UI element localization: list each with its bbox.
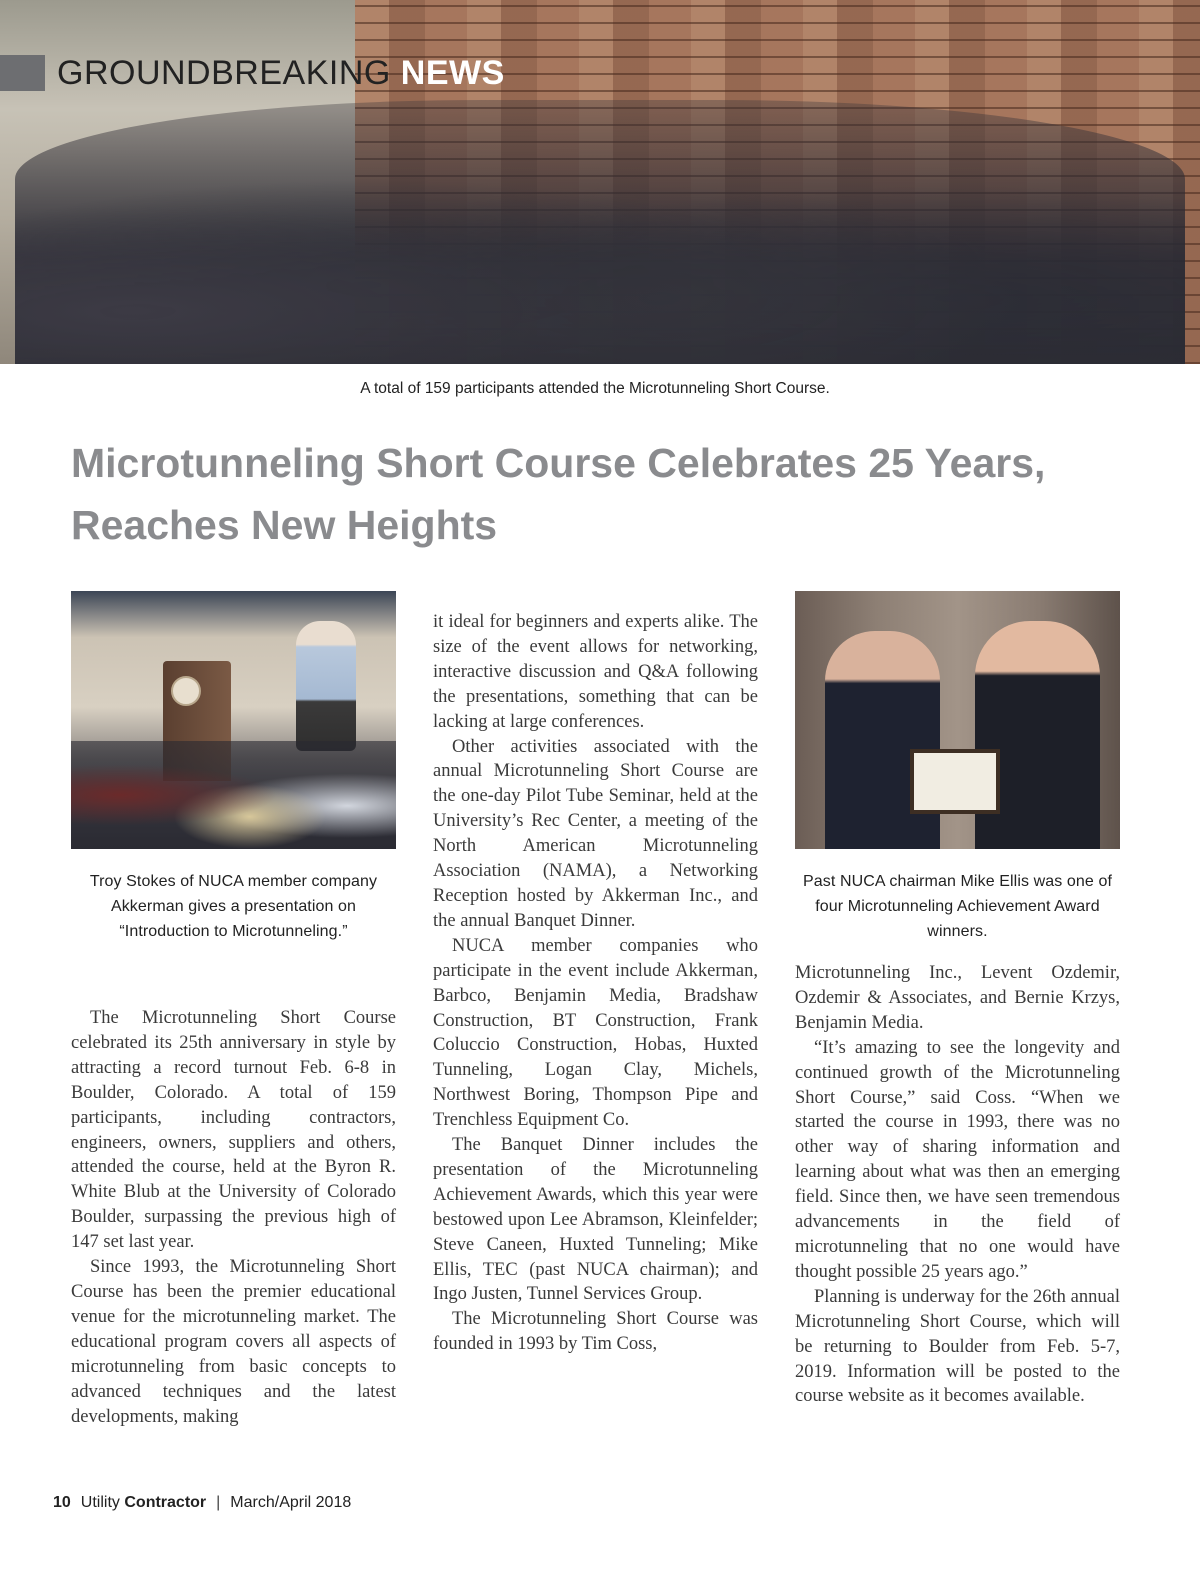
section-tag-bar (0, 55, 45, 91)
page-footer (53, 1494, 351, 1512)
photo-award (795, 591, 1120, 849)
body-paragraph: Planning is underway for the 26th annual Microtunneling Short Course, which will be returning to Boulder from Feb. 5-7, 2019. Information will be posted to the course website as it becomes available. (795, 1286, 1120, 1407)
caption-presentation: Troy Stokes of NUCA member company Akkerman gives a presentation on “Introduction to Microtunneling.” (89, 873, 378, 940)
issue-date: March/April 2018 (230, 1494, 352, 1511)
body-column-1 (71, 1006, 396, 1429)
body-paragraph: NUCA member companies who participate in the event include Akkerman, Barbco, Benjamin Media, Bradshaw Construction, BT Construction, Frank Coluccio Construction, Hobas, Huxted Tunneling, Logan Clay, Michels, Northwest Boring, Thompson Pipe and Trenchless Equipment Co. (433, 935, 758, 1131)
body-paragraph: The Banquet Dinner includes the presentation of the Microtunneling Achievement Awards, which this year were bestowed upon Lee Abramson, Kleinfelder; Steve Caneen, Huxted Tunneling; Mike Ellis, TEC (past NUCA chairman); and Ingo Justen, Tunnel Services Group. (433, 1135, 758, 1305)
publication-name-prefix: Utility (80, 1494, 120, 1511)
body-paragraph: Since 1993, the Microtunneling Short Course has been the premier educational venue for the microtunneling market. The educational program covers all aspects of microtunneling from basic concepts to advanced techniques and the latest developments, making (71, 1257, 396, 1427)
publication-name-bold: Contractor (124, 1494, 207, 1511)
audience-figures (71, 741, 396, 849)
award-figure-left (825, 631, 940, 849)
section-tag-emphasis: NEWS (400, 53, 505, 92)
section-tag-text (57, 54, 505, 93)
body-paragraph: Other activities associated with the annual Microtunneling Short Course are the one-day Pilot Tube Seminar, held at the University’s Rec Center, a meeting of the North American Microtunneling Association (NAMA), a Networking Reception hosted by Akkerman Inc., and the annual Banquet Dinner. (433, 736, 758, 931)
award-certificate (910, 749, 1000, 814)
speaker-figure (296, 621, 356, 751)
section-tag-prefix: GROUNDBREAKING (57, 53, 391, 92)
caption-award: Past NUCA chairman Mike Ellis was one of four Microtunneling Achievement Award winners. (803, 873, 1112, 940)
body-paragraph: The Microtunneling Short Course celebrated its 25th anniversary in style by attracting a record turnout Feb. 6-8 in Boulder, Colorado. A total of 159 participants, including contractors, engineers, owners, suppliers and others, attended the course, held at the Byron R. White Blub at the University of Colorado Boulder, surpassing the previous high of 147 set last year. (71, 1008, 396, 1253)
body-paragraph: The Microtunneling Short Course was founded in 1993 by Tim Coss, (433, 1309, 758, 1355)
article-headline: Microtunneling Short Course Celebrates 25 Years, Reaches New Heights (71, 440, 1046, 548)
footer-separator: | (216, 1494, 221, 1511)
award-figure-right (975, 621, 1100, 849)
hero-group-photo (0, 0, 1200, 364)
publication-name (81, 1494, 206, 1512)
hero-caption: A total of 159 participants attended the Microtunneling Short Course. (360, 380, 830, 397)
photo-presentation (71, 591, 396, 849)
body-column-3 (795, 961, 1120, 1409)
hero-crowd (15, 100, 1185, 364)
section-tag (0, 55, 505, 91)
body-paragraph: “It’s amazing to see the longevity and continued growth of the Microtunneling Short Course,” said Coss. “When we started the course in 1993, there was no other way of sharing information and learning about what was then an emerging field. Since then, we have seen tremendous advancements in the field of microtunneling that no one would have thought possible 25 years ago.” (795, 1037, 1120, 1282)
page-number: 10 (53, 1494, 71, 1511)
body-paragraph: it ideal for beginners and experts alike. The size of the event allows for networking, interactive discussion and Q&A following the presentations, something that can be lacking at large conferences. (433, 612, 758, 732)
university-seal (171, 676, 201, 706)
body-paragraph: Microtunneling Inc., Levent Ozdemir, Ozdemir & Associates, and Bernie Krzys, Benjamin Media. (795, 963, 1120, 1033)
body-column-2 (433, 610, 758, 1357)
